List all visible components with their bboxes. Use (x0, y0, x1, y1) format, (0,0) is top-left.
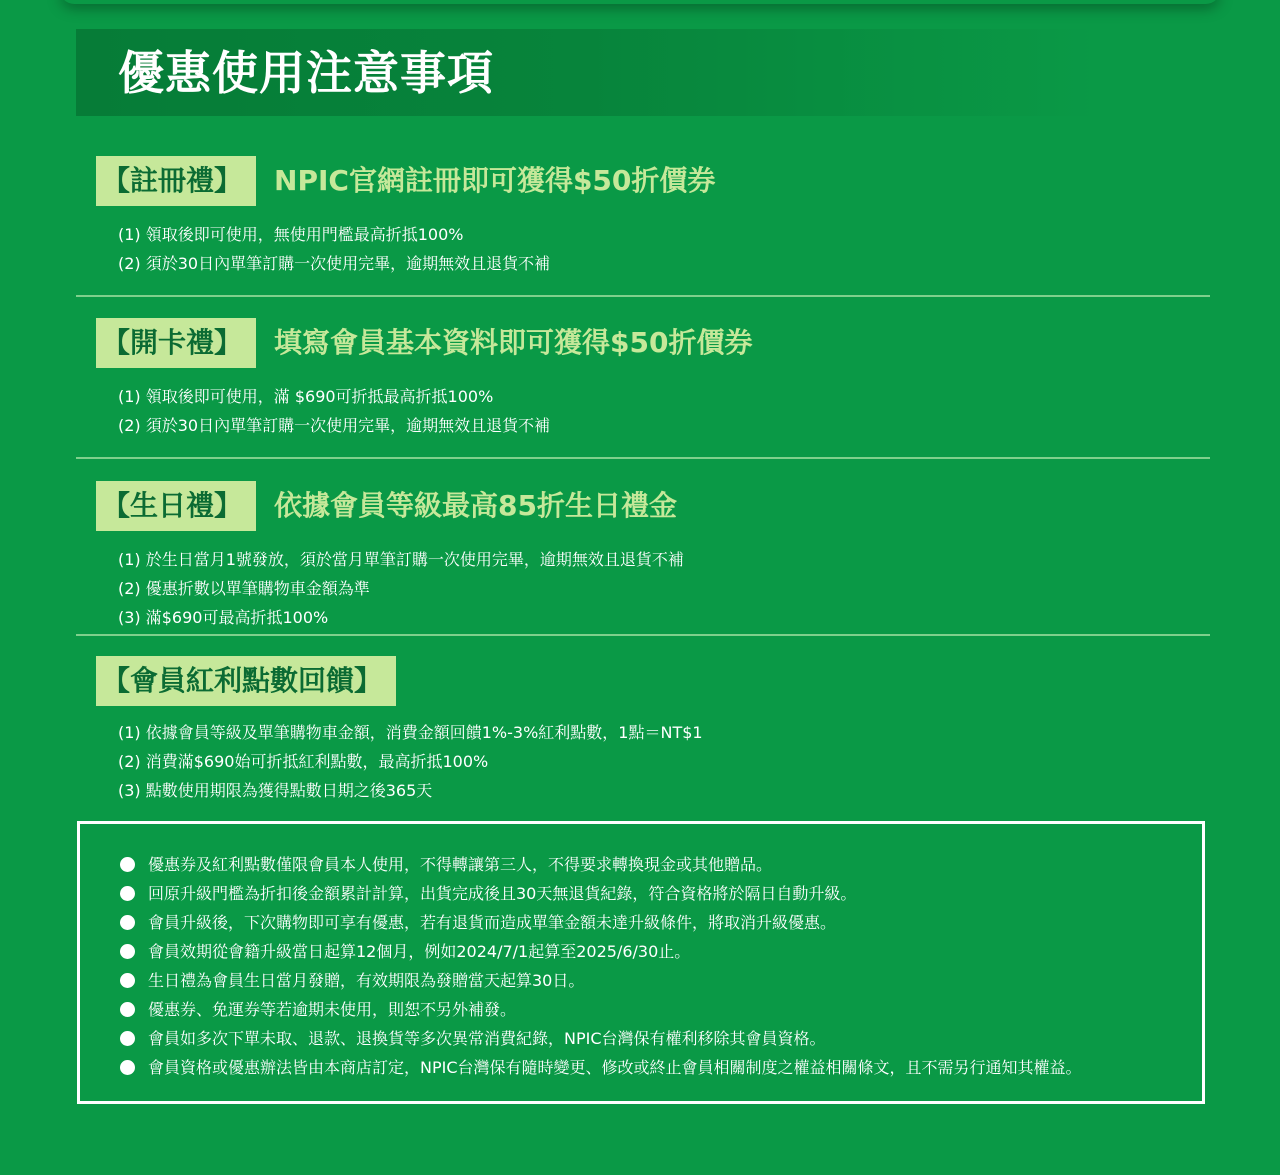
section-head (96, 156, 715, 206)
list-item: (2) 須於30日內單筆訂購一次使用完畢，逾期無效且退貨不補 (118, 416, 551, 435)
section-items (118, 382, 550, 440)
section-card-gift (76, 318, 1210, 460)
list-item: (3) 滿$690可最高折抵100% (118, 608, 329, 627)
notice-item (118, 908, 1082, 937)
notice-text: 優惠券及紅利點數僅限會員本人使用，不得轉讓第三人，不得要求轉換現金或其他贈品。 (148, 855, 773, 874)
notice-text: 會員資格或優惠辦法皆由本商店訂定，NPIC台灣保有隨時變更、修改或終止會員相關制度之權益相關條文，且不需另行通知其權益。 (148, 1058, 1082, 1077)
section-divider (76, 634, 1210, 636)
notice-text: 會員升級後，下次購物即可享有優惠，若有退貨而造成單筆金額未達升級條件，將取消升級優惠。 (148, 913, 837, 932)
list-item: (3) 點數使用期限為獲得點數日期之後365天 (118, 781, 433, 800)
section-items (118, 718, 703, 805)
section-tag: 【註冊禮】 (96, 156, 256, 206)
section-headline: 填寫會員基本資料即可獲得$50折價券 (274, 326, 753, 359)
section-head (96, 481, 677, 531)
section-divider (76, 295, 1210, 297)
bullet-dot-icon (120, 1002, 135, 1017)
bullet-dot-icon (120, 915, 135, 930)
list-item: (1) 於生日當月1號發放，須於當月單筆訂購一次使用完畢，逾期無效且退貨不補 (118, 550, 684, 569)
top-shadow-edge (60, 0, 1220, 4)
list-item: (2) 須於30日內單筆訂購一次使用完畢，逾期無效且退貨不補 (118, 254, 551, 273)
notice-item (118, 850, 1082, 879)
bullet-dot-icon (120, 1031, 135, 1046)
bullet-dot-icon (120, 857, 135, 872)
list-item: (1) 領取後即可使用，滿 $690可折抵最高折抵100% (118, 387, 494, 406)
list-item: (2) 消費滿$690始可折抵紅利點數，最高折抵100% (118, 752, 489, 771)
list-item: (1) 依據會員等級及單筆購物車金額，消費金額回饋1%-3%紅利點數，1點＝NT$1 (118, 723, 703, 742)
page-title: 優惠使用注意事項 (118, 46, 494, 100)
notice-item (118, 966, 1082, 995)
notice-item (118, 995, 1082, 1024)
section-bonus-points (76, 656, 1210, 806)
section-register-gift (76, 156, 1210, 298)
section-items (118, 545, 684, 632)
section-headline: NPIC官網註冊即可獲得$50折價券 (274, 164, 716, 197)
section-tag: 【生日禮】 (96, 481, 256, 531)
notice-item (118, 937, 1082, 966)
section-tag: 【開卡禮】 (96, 318, 256, 368)
bullet-dot-icon (120, 1060, 135, 1075)
list-item: (2) 優惠折數以單筆購物車金額為準 (118, 579, 370, 598)
notice-text: 會員如多次下單未取、退款、退換貨等多次異常消費紀錄，NPIC台灣保有權利移除其會員資格。 (148, 1029, 826, 1048)
section-tag: 【會員紅利點數回饋】 (96, 656, 396, 706)
notice-box (77, 821, 1205, 1104)
section-items (118, 220, 550, 278)
notice-item (118, 1053, 1082, 1082)
notice-item (118, 879, 1082, 908)
notice-text: 優惠券、免運券等若逾期未使用，則恕不另外補發。 (148, 1000, 517, 1019)
notice-text: 回原升級門檻為折扣後金額累計計算，出貨完成後且30天無退貨紀錄，符合資格將於隔日自動升級。 (148, 884, 857, 903)
notice-item (118, 1024, 1082, 1053)
notice-text: 會員效期從會籍升級當日起算12個月，例如2024/7/1起算至2025/6/30止。 (148, 942, 691, 961)
section-divider (76, 457, 1210, 459)
bullet-dot-icon (120, 973, 135, 988)
section-head (96, 318, 752, 368)
notice-list (118, 850, 1082, 1082)
bullet-dot-icon (120, 886, 135, 901)
section-head (96, 656, 396, 706)
notice-text: 生日禮為會員生日當月發贈，有效期限為發贈當天起算30日。 (148, 971, 585, 990)
header-banner (76, 29, 1210, 116)
list-item: (1) 領取後即可使用，無使用門檻最高折抵100% (118, 225, 464, 244)
section-birthday-gift (76, 481, 1210, 641)
bullet-dot-icon (120, 944, 135, 959)
section-headline: 依據會員等級最高85折生日禮金 (274, 489, 677, 522)
